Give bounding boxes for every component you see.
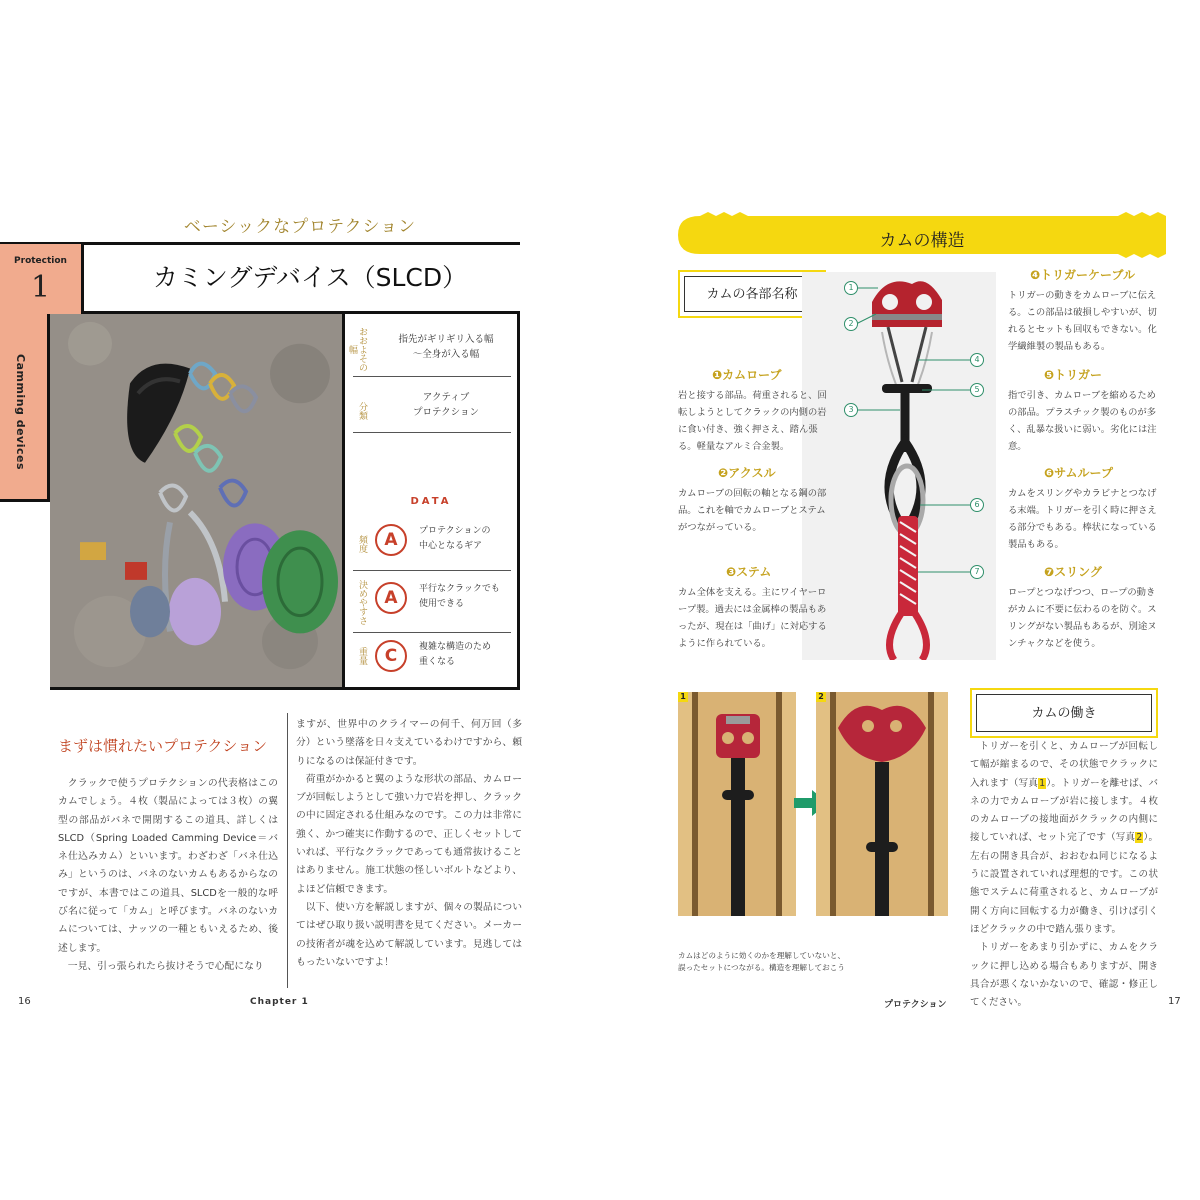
part-title: ❻サムループ [1044, 466, 1113, 480]
info-value-width-line1: 指先がギリギリ入る幅 [398, 334, 494, 345]
body-paragraph: 荷重がかかると翼のような形状の部品、カムローブが回転しようとして強い力で岩を押し、クラックの中に固定される仕組みなのです。この力は非常に強く、かつ確実に作動するので、正しくセットしていれば、平行なクラックであっても通常抜けることはありません。施工状態の怪しいボルトなどより、よほど信頼できます。 [296, 773, 522, 895]
data-label-weight: 重量 [357, 647, 367, 665]
protection-badge [0, 244, 84, 314]
info-value-class-line1: アクティブ [422, 392, 470, 403]
part-title: ❶カムローブ [712, 368, 782, 382]
photo-ref-1: 1 [1039, 777, 1046, 789]
photo-2-image [816, 692, 948, 916]
info-row-class [353, 384, 511, 434]
callout-7: 7 [970, 565, 984, 579]
work-paragraph [970, 738, 1158, 939]
body-paragraph: ますが、世界中のクライマーの何千、何万回（多分）という墜落を日々支えているわけですから、頼りになるのは保証付きです。 [296, 719, 522, 767]
info-divider [353, 632, 511, 633]
part-sling [1008, 563, 1158, 652]
cam-structure-photo [802, 272, 996, 660]
part-text: ロープとつなげつつ、ロープの動きがカムに不要に伝わるのを防ぐ。スリングがない製品もあるが、別途ヌンチャクなどを使う。 [1008, 587, 1157, 649]
part-title: ❸ステム [726, 565, 772, 579]
part-cam-lobe [678, 366, 828, 455]
data-label-frequency: 頻度 [357, 535, 367, 553]
part-title: ❷アクスル [718, 466, 776, 480]
grade-badge-ease: A [375, 582, 407, 614]
grade-text-ease [419, 582, 515, 612]
page-number-left: 16 [18, 996, 31, 1007]
info-value-width-line2: 〜全身が入る幅 [412, 349, 480, 360]
grade-badge-weight: C [375, 640, 407, 672]
grade-badge-frequency: A [375, 524, 407, 556]
info-row-width [347, 320, 511, 378]
page-number-right: 17 [1168, 996, 1181, 1007]
info-divider [353, 570, 511, 571]
part-title: ❼スリング [1044, 565, 1102, 579]
parts-heading: カムの各部名称 [684, 276, 820, 312]
part-title: ❺トリガー [1044, 368, 1103, 382]
work-paragraph: トリガーをあまり引かずに、カムをクラックに押し込める場合もありますが、開き具合が悪くないかないので、確認・修正してください。 [970, 942, 1158, 1009]
photo-caption: カムはどのように効くのかを理解していないと、誤ったセットにつながる。構造を理解しておこう [678, 951, 846, 972]
info-value-width [379, 332, 513, 362]
gear-photo [50, 314, 342, 690]
body-column-1 [58, 775, 278, 976]
chapter-footer: Chapter 1 [250, 997, 309, 1007]
grade-text-line: プロテクションの [419, 526, 491, 536]
grade-text-line: 複雑な構造のため [419, 642, 492, 652]
data-title: DATA [410, 496, 452, 507]
part-stem [678, 563, 828, 652]
info-divider [353, 376, 511, 377]
protection-label: Protection [14, 256, 67, 266]
page-title: カミングデバイス（SLCD） [152, 263, 468, 292]
part-title: ❹トリガーケーブル [1030, 268, 1135, 282]
part-text: カムをスリングやカラビナとつなげる末端。トリガーを引く時に押さえる部分でもある。棒状になっている製品もある。 [1008, 488, 1157, 550]
info-label-class: 分類 [357, 402, 367, 420]
info-label-width: おおよその幅 [347, 326, 367, 372]
section-title: ベーシックなプロテクション [183, 217, 417, 237]
section-footer: プロテクション [884, 1000, 947, 1010]
data-label-ease: 決めやすさ [357, 579, 367, 625]
grade-text-frequency [419, 524, 515, 554]
photo-2-badge: 2 [816, 692, 826, 702]
part-trigger [1008, 366, 1158, 455]
part-text: カムローブの回転の軸となる鋼の部品。これを軸でカムローブとステムがつながっている。 [678, 488, 827, 533]
work-text-part: ）。左右の開き具合が、おおむね同じになるように設置されていれば理想的です。この状態でステムに荷重されると、カムローブが開く方向に回転する力が働き、引けば引くほどクラックの中で踏ん張ります。 [970, 832, 1158, 935]
callout-1: 1 [844, 281, 858, 295]
callout-4: 4 [970, 353, 984, 367]
part-trigger-cable [1008, 266, 1158, 355]
column-divider [287, 713, 288, 988]
side-tab-label: Camming devices [14, 354, 27, 471]
cam-diagram-image [802, 272, 996, 660]
part-text: 指で引き、カムローブを縮めるための部品。プラスチック製のものが多く、乱暴な扱いに弱い。劣化には注意。 [1008, 390, 1157, 452]
work-heading: カムの働き [976, 694, 1152, 732]
part-text: カム全体を支える。主にワイヤーロープ製。過去には金属棒の製品もあったが、現在は「曲げ」に対応するように作られている。 [678, 587, 827, 649]
info-value-class-line2: プロテクション [413, 407, 479, 418]
callout-2: 2 [844, 317, 858, 331]
work-body [970, 738, 1158, 1012]
lead-heading: まずは慣れたいプロテクション [58, 737, 268, 755]
photo-1-image [678, 692, 796, 916]
grade-text-weight [419, 640, 515, 670]
body-paragraph: 以下、使い方を解説しますが、個々の製品についてはぜひ取り扱い説明書を見てください。メーカーの技術者が魂を込めて解説しています。見逃してはもったいないですよ！ [296, 901, 522, 968]
grade-text-line: 使用できる [419, 599, 465, 609]
photo-ref-2: 2 [1136, 832, 1143, 844]
body-paragraph: 一見、引っ張られたら抜けそうで心配になり [67, 960, 264, 972]
camming-devices-image [50, 314, 342, 687]
body-column-2 [296, 716, 522, 972]
cam-photo-expanded [816, 692, 948, 916]
part-axle [678, 464, 828, 536]
callout-5: 5 [970, 383, 984, 397]
work-text-part: トリガーを引くと、カムローブが回転して幅が縮まるので、その状態でクラックに入れます（写真 [970, 741, 1158, 789]
part-text: トリガーの動きをカムローブに伝える。この部品は破損しやすいが、切れるとセットも回収もできない。化学繊維製の製品もある。 [1008, 290, 1157, 352]
banner-title: カムの構造 [879, 231, 965, 251]
photo-1-badge: 1 [678, 692, 688, 702]
grade-text-line: 重くなる [419, 657, 456, 667]
protection-number: 1 [30, 270, 51, 305]
part-text: 岩と接する部品。荷重されると、回転しようとしてクラックの内側の岩に食い付き、強く押さえ、踏ん張る。軽量なアルミ合金製。 [678, 390, 827, 452]
grade-text-line: 平行なクラックでも [419, 584, 500, 594]
part-thumb-loop [1008, 464, 1158, 553]
work-text-part: ）。トリガーを離せば、バネの力でカムローブが岩に接します。４枚のカムローブの接地面がクラックの内側に接していれば、セット完了です（写真 [970, 777, 1158, 844]
side-tab [0, 314, 50, 502]
work-heading-box [970, 688, 1158, 738]
callout-6: 6 [970, 498, 984, 512]
body-paragraph: クラックで使うプロテクションの代表格はこのカムでしょう。４枚（製品によっては３枚）の翼型の部品がバネで開閉するこの道具、詳しくはSLCD（Spring Loaded Camming Device＝バネ仕込みカム）といいます。わざわざ「バネ仕込み」というのは、バネのないカムもあるからなのですが、本書ではこの道具、SLCDを一般的な呼び名に従って「カム」と呼びます。バネのないカムについては、ナッツの一種ともいえるため、後述します。 [58, 778, 278, 954]
info-value-class [379, 390, 513, 420]
cam-photo-retracted [678, 692, 796, 916]
callout-3: 3 [844, 403, 858, 417]
info-divider [353, 432, 511, 433]
grade-text-line: 中心となるギア [419, 541, 483, 551]
info-panel [342, 314, 520, 690]
